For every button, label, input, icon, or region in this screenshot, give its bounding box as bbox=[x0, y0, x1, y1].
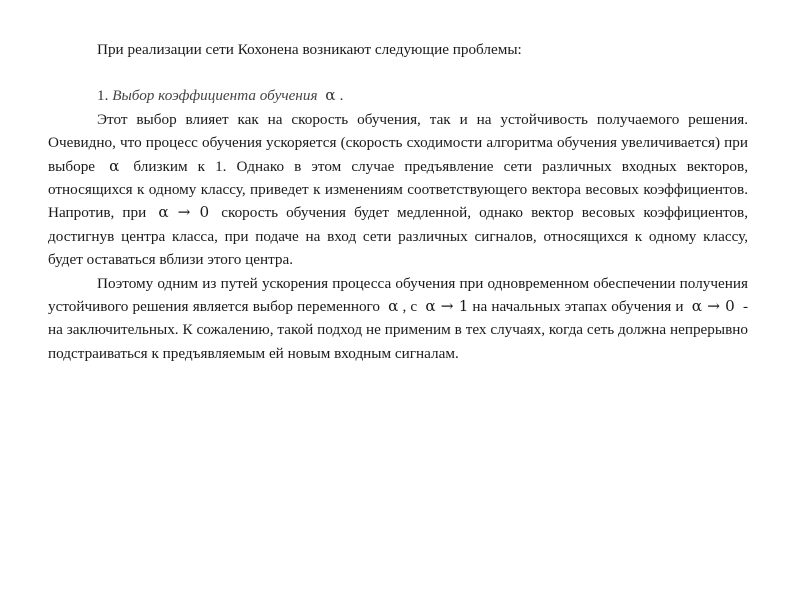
paragraph-1-part-2: близким к 1. Однако в этом случае предъявление сети различных входных векторов, относящихся к одному классу, приведет к изменениям соответствующего вектора весовых коэффициентов. Напротив, при bbox=[48, 157, 748, 222]
item-number: 1. bbox=[97, 87, 109, 105]
paragraph-2-part-3: на начальных этапах обучения и bbox=[472, 298, 684, 316]
paragraph-1-part-3: скорость обучения будет медленной, однако вектор весовых коэффициентов, достигнув центра класса, при подаче на вход сети различных сигналов, относящихся к одному классу, будет оставаться вблизи этого центра. bbox=[48, 204, 748, 269]
paragraph-2-part-2: , с bbox=[402, 298, 418, 316]
paragraph-2-part-1: Поэтому одним из путей ускорения процесса обучения при одновременном обеспечении получения устойчивого решения является выбор переменного bbox=[48, 274, 748, 316]
alpha-to-zero-symbol: α → 0 bbox=[158, 203, 210, 222]
alpha-symbol: α bbox=[325, 86, 336, 105]
item-end: . bbox=[339, 87, 344, 105]
item-heading bbox=[48, 84, 748, 107]
intro-text: При реализации сети Кохонена возникают следующие проблемы: bbox=[97, 41, 522, 58]
alpha-symbol: α bbox=[109, 156, 120, 175]
paragraph-2 bbox=[48, 272, 748, 366]
alpha-to-zero-symbol: α → 0 bbox=[691, 297, 735, 316]
paragraph-1 bbox=[48, 108, 748, 272]
paragraph-2-part-4: - на заключительных. К сожалению, такой подход не применим в тех случаях, когда сеть должна непрерывно подстраиваться к предъявляемым ей новым входным сигналам. bbox=[48, 298, 749, 362]
document-page bbox=[48, 38, 748, 365]
paragraph-1-part-1: Этот выбор влияет как на скорость обучения, так и на устойчивость получаемого решения. Очевидно, что процесс обучения ускоряется (скорость сходимости алгоритма обучения увеличивается) при выборе bbox=[48, 110, 748, 175]
alpha-symbol: α bbox=[388, 297, 399, 316]
alpha-to-one-symbol: α → 1 bbox=[425, 297, 469, 316]
item-title: Выбор коэффициента обучения bbox=[112, 87, 318, 105]
